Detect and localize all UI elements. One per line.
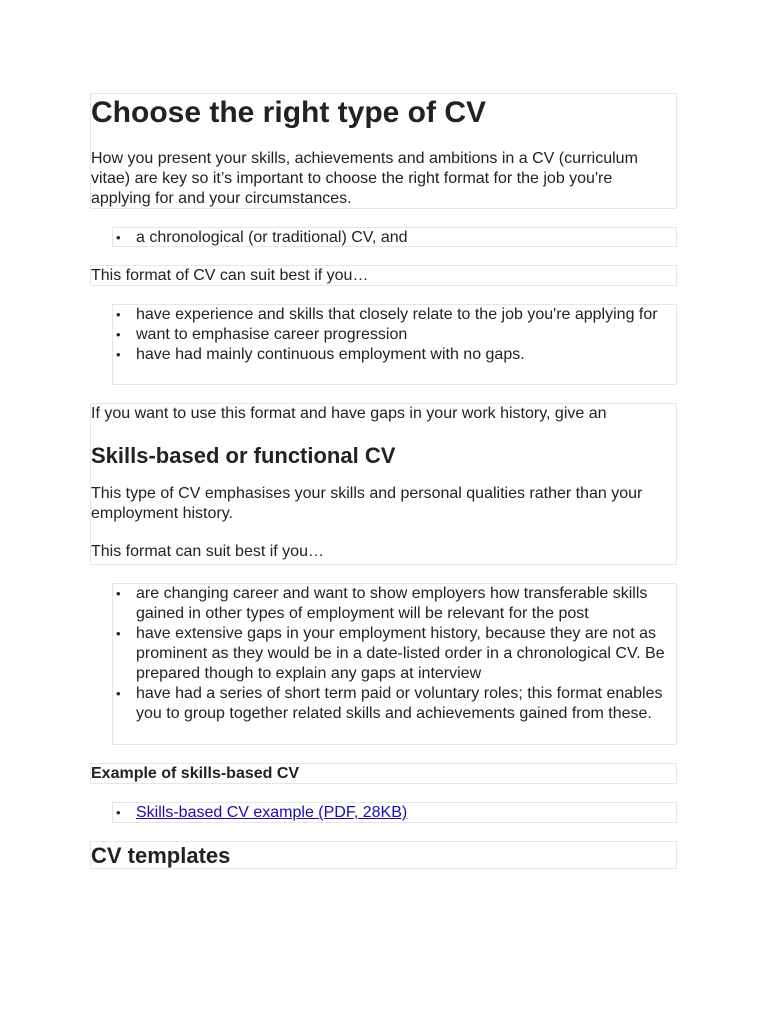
- gaps-paragraph: If you want to use this format and have gaps in your work history, give an: [91, 405, 607, 422]
- list-item: • have experience and skills that closely relate to the job you're applying for: [113, 305, 676, 325]
- templates-heading-block: [90, 841, 677, 869]
- list-item: • want to emphasise career progression: [113, 325, 676, 345]
- list-item: • have had a series of short term paid or voluntary roles; this format enables you to group together related skills and achievements gained from these.: [113, 684, 676, 724]
- chronological-suit-list: [113, 305, 676, 365]
- intro-paragraph: How you present your skills, achievements and ambitions in a CV (curriculum vitae) are key so it’s important to choose the right format for the job you're applying for and your circumstances.: [91, 150, 638, 207]
- skills-based-heading: Skills-based or functional CV: [91, 443, 396, 468]
- skills-based-suit-text: This format can suit best if you…: [91, 543, 324, 560]
- example-link-block: [112, 802, 677, 823]
- skills-based-cv-example-link[interactable]: Skills-based CV example (PDF, 28KB): [136, 804, 408, 821]
- example-heading: Example of skills-based CV: [91, 765, 300, 782]
- cv-types-list: [113, 228, 676, 248]
- page-title: Choose the right type of CV: [91, 96, 487, 129]
- list-item: • have had mainly continuous employment with no gaps.: [113, 345, 676, 365]
- skills-based-suit-list: [113, 584, 676, 724]
- cv-templates-heading: CV templates: [91, 843, 231, 868]
- chronological-suit-text: This format of CV can suit best if you…: [91, 267, 369, 284]
- list-item: • have extensive gaps in your employment history, because they are not as prominent as they would be in a date-listed order in a chronological CV. Be prepared though to explain any gaps at interview: [113, 624, 676, 684]
- cv-type-item: • a chronological (or traditional) CV, and: [113, 228, 676, 248]
- example-link-item: [113, 803, 676, 823]
- skills-based-list-block: [112, 583, 677, 745]
- chronological-suit-block: [90, 265, 677, 286]
- intro-section: [90, 93, 677, 209]
- cv-types-list-block: [112, 227, 677, 247]
- skills-based-section: [90, 403, 677, 565]
- chronological-list-block: [112, 304, 677, 385]
- skills-based-description: This type of CV emphasises your skills and personal qualities rather than your employment history.: [91, 485, 643, 522]
- example-link-list: [113, 803, 676, 823]
- example-heading-block: [90, 763, 677, 784]
- list-item: • are changing career and want to show employers how transferable skills gained in other types of employment will be relevant for the post: [113, 584, 676, 624]
